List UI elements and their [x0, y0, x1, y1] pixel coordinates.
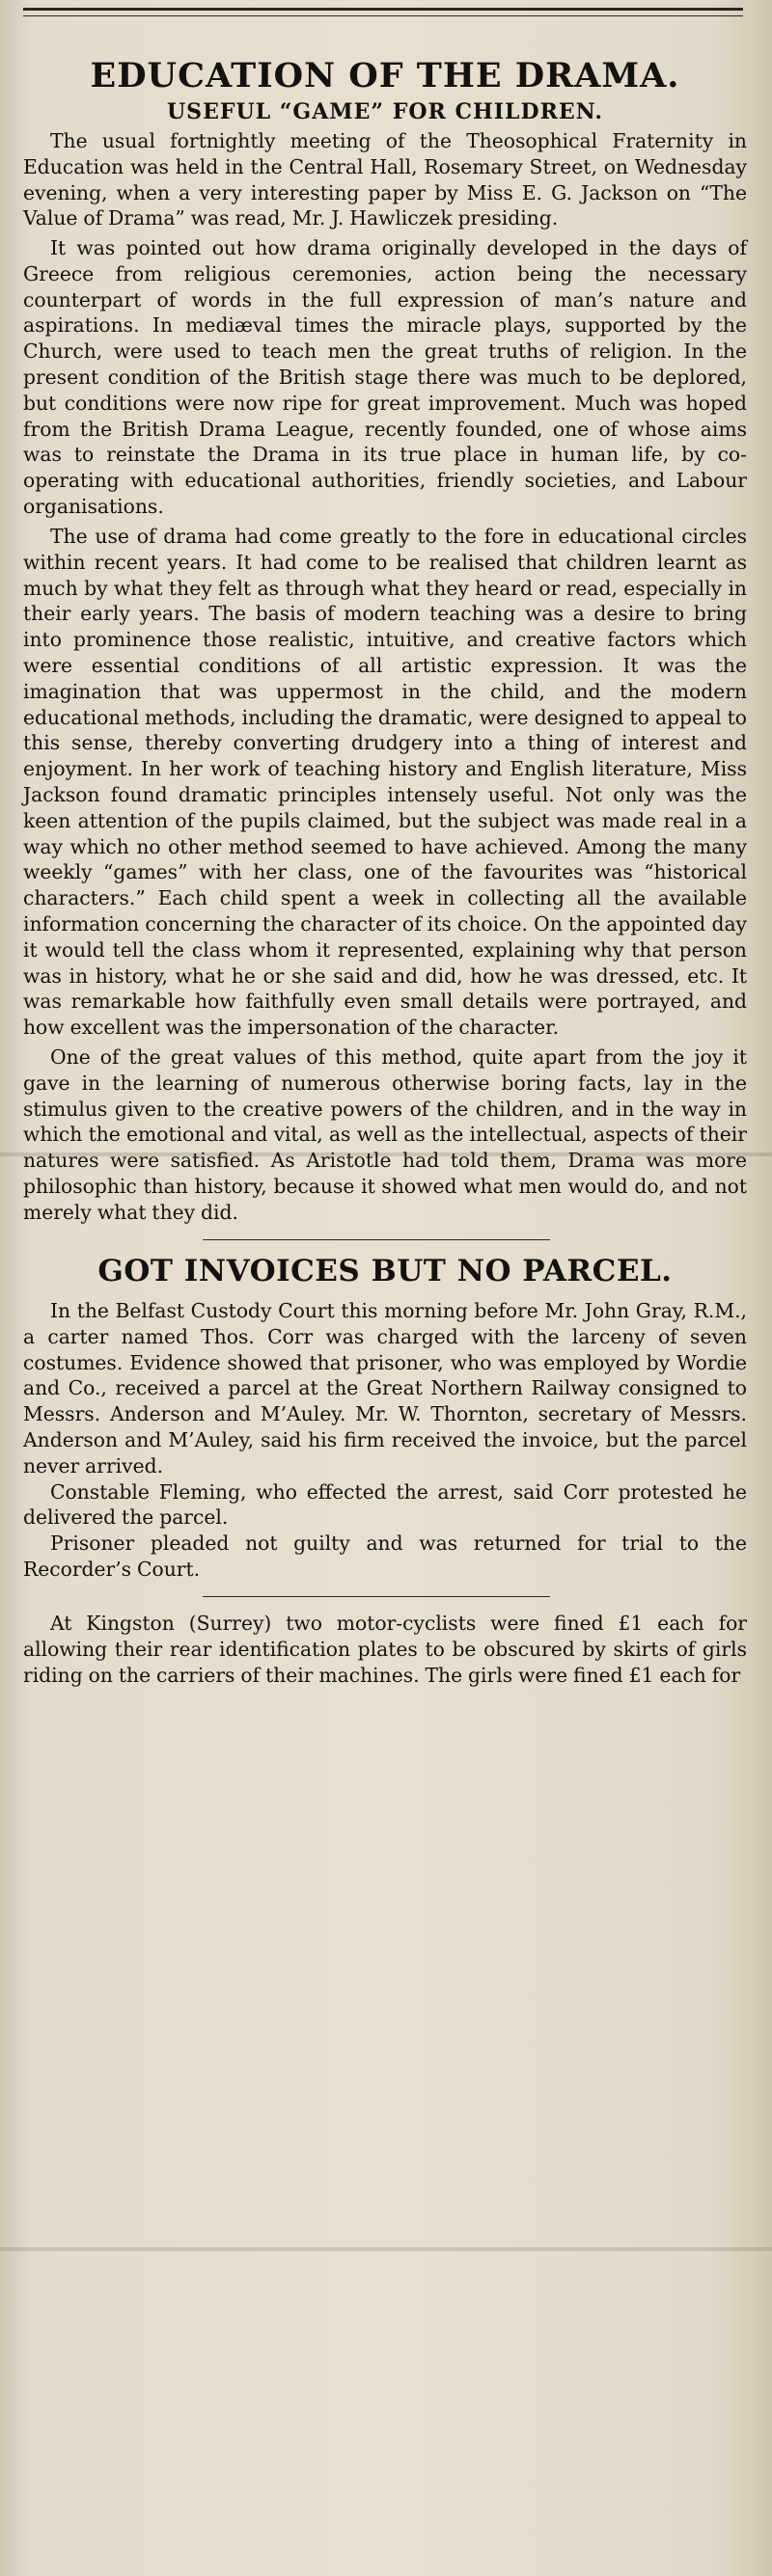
top-rule-thin	[23, 15, 743, 16]
top-rule	[23, 8, 743, 11]
article-paragraph: Constable Fleming, who effected the arrest, said Corr protested he delivered the parcel.	[23, 1479, 747, 1530]
article-paragraph: One of the great values of this method, quite apart from the joy it gave in the learning of numerous otherwise boring facts, lay in the stimulus given to the creative powers of the children, and in the way in which the emotional and vital, as well as the intellectual, aspects of their natures were satisfied. As Aristotle had told them, Drama was more philosophic than history, because it showed what men would do, and not merely what they did.	[23, 1045, 747, 1224]
section-divider	[203, 1239, 550, 1240]
article-paragraph	[23, 1298, 747, 1583]
article-paragraph: The use of drama had come greatly to the fore in educational circles within recent years. It had come to be realised that children learnt as much by what they felt as through what they heard or read, especially in their early years. The basis of modern teaching was a desire to bring into prominence those realistic, intuitive, and creative factors which were essential conditions of all artistic expression. It was the imagination that was uppermost in the child, and the modern educational methods, including the dramatic, were designed to appeal to this sense, thereby converting drudgery into a thing of interest and enjoyment. In her work of teaching history and English literature, Miss Jackson found dramatic principles intensely useful. Not only was the keen attention of the pupils claimed, but the subject was made real in a way which no other method seemed to have achieved. Among the many weekly “games” with her class, one of the favourites was “historical characters.” Each child spent a week in collecting all the available information concerning the character of its choice. On the appointed day it would tell the class whom it represented, explaining why that person was in history, what he or she said and did, how he was dressed, etc. It was remarkable how faithfully even small details were portrayed, and how excellent was the impersonation of the character.	[23, 525, 747, 1040]
article-paragraph: At Kingston (Surrey) two motor-cyclists were fined £1 each for allowing their rear identification plates to be obscured by skirts of girls riding on the carriers of their machines. The girls were fined £1 each for	[23, 1612, 747, 1687]
paper-fold	[0, 2247, 772, 2251]
article-headline: EDUCATION OF THE DRAMA.	[90, 56, 680, 95]
article-paragraph: Prisoner pleaded not guilty and was returned for trial to the Recorder’s Court.	[23, 1532, 747, 1581]
section-divider	[203, 1596, 550, 1597]
article-paragraph: In the Belfast Custody Court this morning before Mr. John Gray, R.M., a carter named Thos. Corr was charged with the larceny of seven costumes. Evidence showed that prisoner, who was employed by Wordie and Co., received a parcel at the Great Northern Railway consigned to Messrs. Anderson and M’Auley. Mr. W. Thornton, secretary of Messrs. Anderson and M’Auley, said his firm received the invoice, but the parcel never arrived.	[23, 1299, 747, 1478]
article-paragraph: The usual fortnightly meeting of the Theosophical Fraternity in Education was held in the Central Hall, Rosemary Street, on Wednesday evening, when a very interesting paper by Miss E. G. Jackson on “The Value of Drama” was read, Mr. J. Hawliczek presiding.	[23, 129, 747, 230]
article-subheadline: USEFUL “GAME” FOR CHILDREN.	[167, 99, 603, 124]
article-paragraph: It was pointed out how drama originally developed in the days of Greece from religious ceremonies, action being the necessary counterpart of words in the full expression of man’s nature and aspirations. In mediæval times the miracle plays, supported by the Church, were used to teach men the great truths of religion. In the present condition of the British stage there was much to be deplored, but conditions were now ripe for great improvement. Much was hoped from the British Drama League, recently founded, one of whose aims was to reinstate the Drama in its true place in human life, by co-operating with educational authorities, friendly societies, and Labour organisations.	[23, 236, 747, 518]
article-headline: GOT INVOICES BUT NO PARCEL.	[97, 1254, 673, 1288]
